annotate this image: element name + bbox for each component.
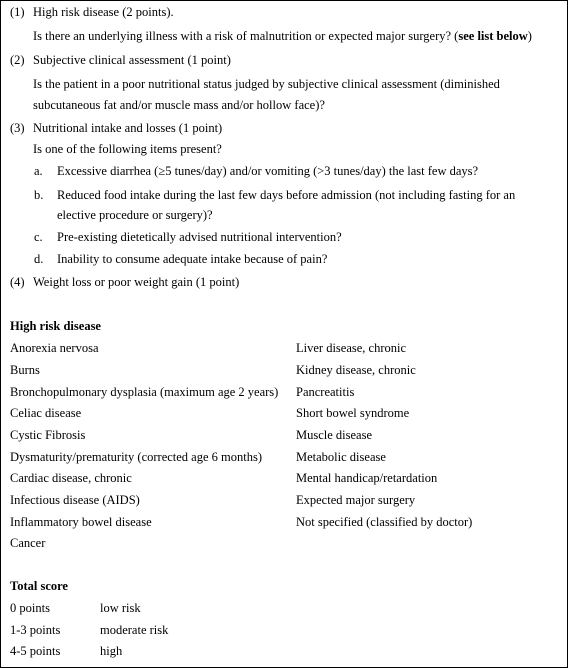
disease-right: Short bowel syndrome [296,406,410,420]
disease-left: Celiac disease [10,406,82,420]
disease-left: Infectious disease (AIDS) [10,493,140,507]
q3-question: Is one of the following items present? [33,142,222,156]
total-score-heading: Total score [10,579,68,593]
q1-number: (1) [10,5,25,19]
q3-item-text: Pre-existing dietetically advised nutritional intervention? [57,230,342,244]
q1-title: High risk disease (2 points). [33,5,174,19]
score-points: 0 points [10,601,50,615]
disease-left: Inflammatory bowel disease [10,515,152,529]
score-risk: moderate risk [100,623,169,637]
q2-question-line2: subcutaneous fat and/or muscle mass and/or hollow face)? [33,98,325,112]
disease-right: Pancreatitis [296,385,355,399]
q3-item-letter: d. [34,252,44,266]
disease-right: Not specified (classified by doctor) [296,515,473,529]
q2-question-line1: Is the patient in a poor nutritional status judged by subjective clinical assessment (diminished [33,77,500,91]
q2-title: Subjective clinical assessment (1 point) [33,53,231,67]
q3-item-text: Inability to consume adequate intake because of pain? [57,252,328,266]
disease-right: Metabolic disease [296,450,386,464]
q4-number: (4) [10,275,25,289]
disease-left: Dysmaturity/prematurity (corrected age 6 months) [10,450,263,464]
q3-item-letter: b. [34,188,44,202]
disease-left: Cardiac disease, chronic [10,471,132,485]
q3-title: Nutritional intake and losses (1 point) [33,121,223,135]
high-risk-heading: High risk disease [10,319,101,333]
q3-item-text-cont: elective procedure or surgery)? [57,208,213,222]
q3-number: (3) [10,121,25,135]
disease-left: Anorexia nervosa [10,341,99,355]
q1-question: Is there an underlying illness with a risk of malnutrition or expected major surgery? (see list below) [33,29,532,43]
score-risk: low risk [100,601,141,615]
disease-right: Muscle disease [296,428,373,442]
disease-right: Expected major surgery [296,493,416,507]
score-points: 4-5 points [10,644,61,658]
disease-right: Liver disease, chronic [296,341,407,355]
q3-item-text: Reduced food intake during the last few days before admission (not including fasting for an [57,188,516,202]
q3-item-letter: c. [34,230,43,244]
disease-right: Mental handicap/retardation [296,471,438,485]
q3-item-text: Excessive diarrhea (≥5 tunes/day) and/or vomiting (>3 tunes/day) the last few days? [57,164,479,178]
disease-left: Bronchopulmonary dysplasia (maximum age 2 years) [10,385,279,399]
q3-item-letter: a. [34,164,43,178]
q4-title: Weight loss or poor weight gain (1 point) [33,275,240,289]
disease-left: Cystic Fibrosis [10,428,86,442]
q2-number: (2) [10,53,25,67]
score-risk: high [100,644,123,658]
see-list-below: see list below [458,29,528,43]
score-points: 1-3 points [10,623,61,637]
disease-left: Cancer [10,536,46,550]
disease-right: Kidney disease, chronic [296,363,416,377]
disease-left: Burns [10,363,40,377]
